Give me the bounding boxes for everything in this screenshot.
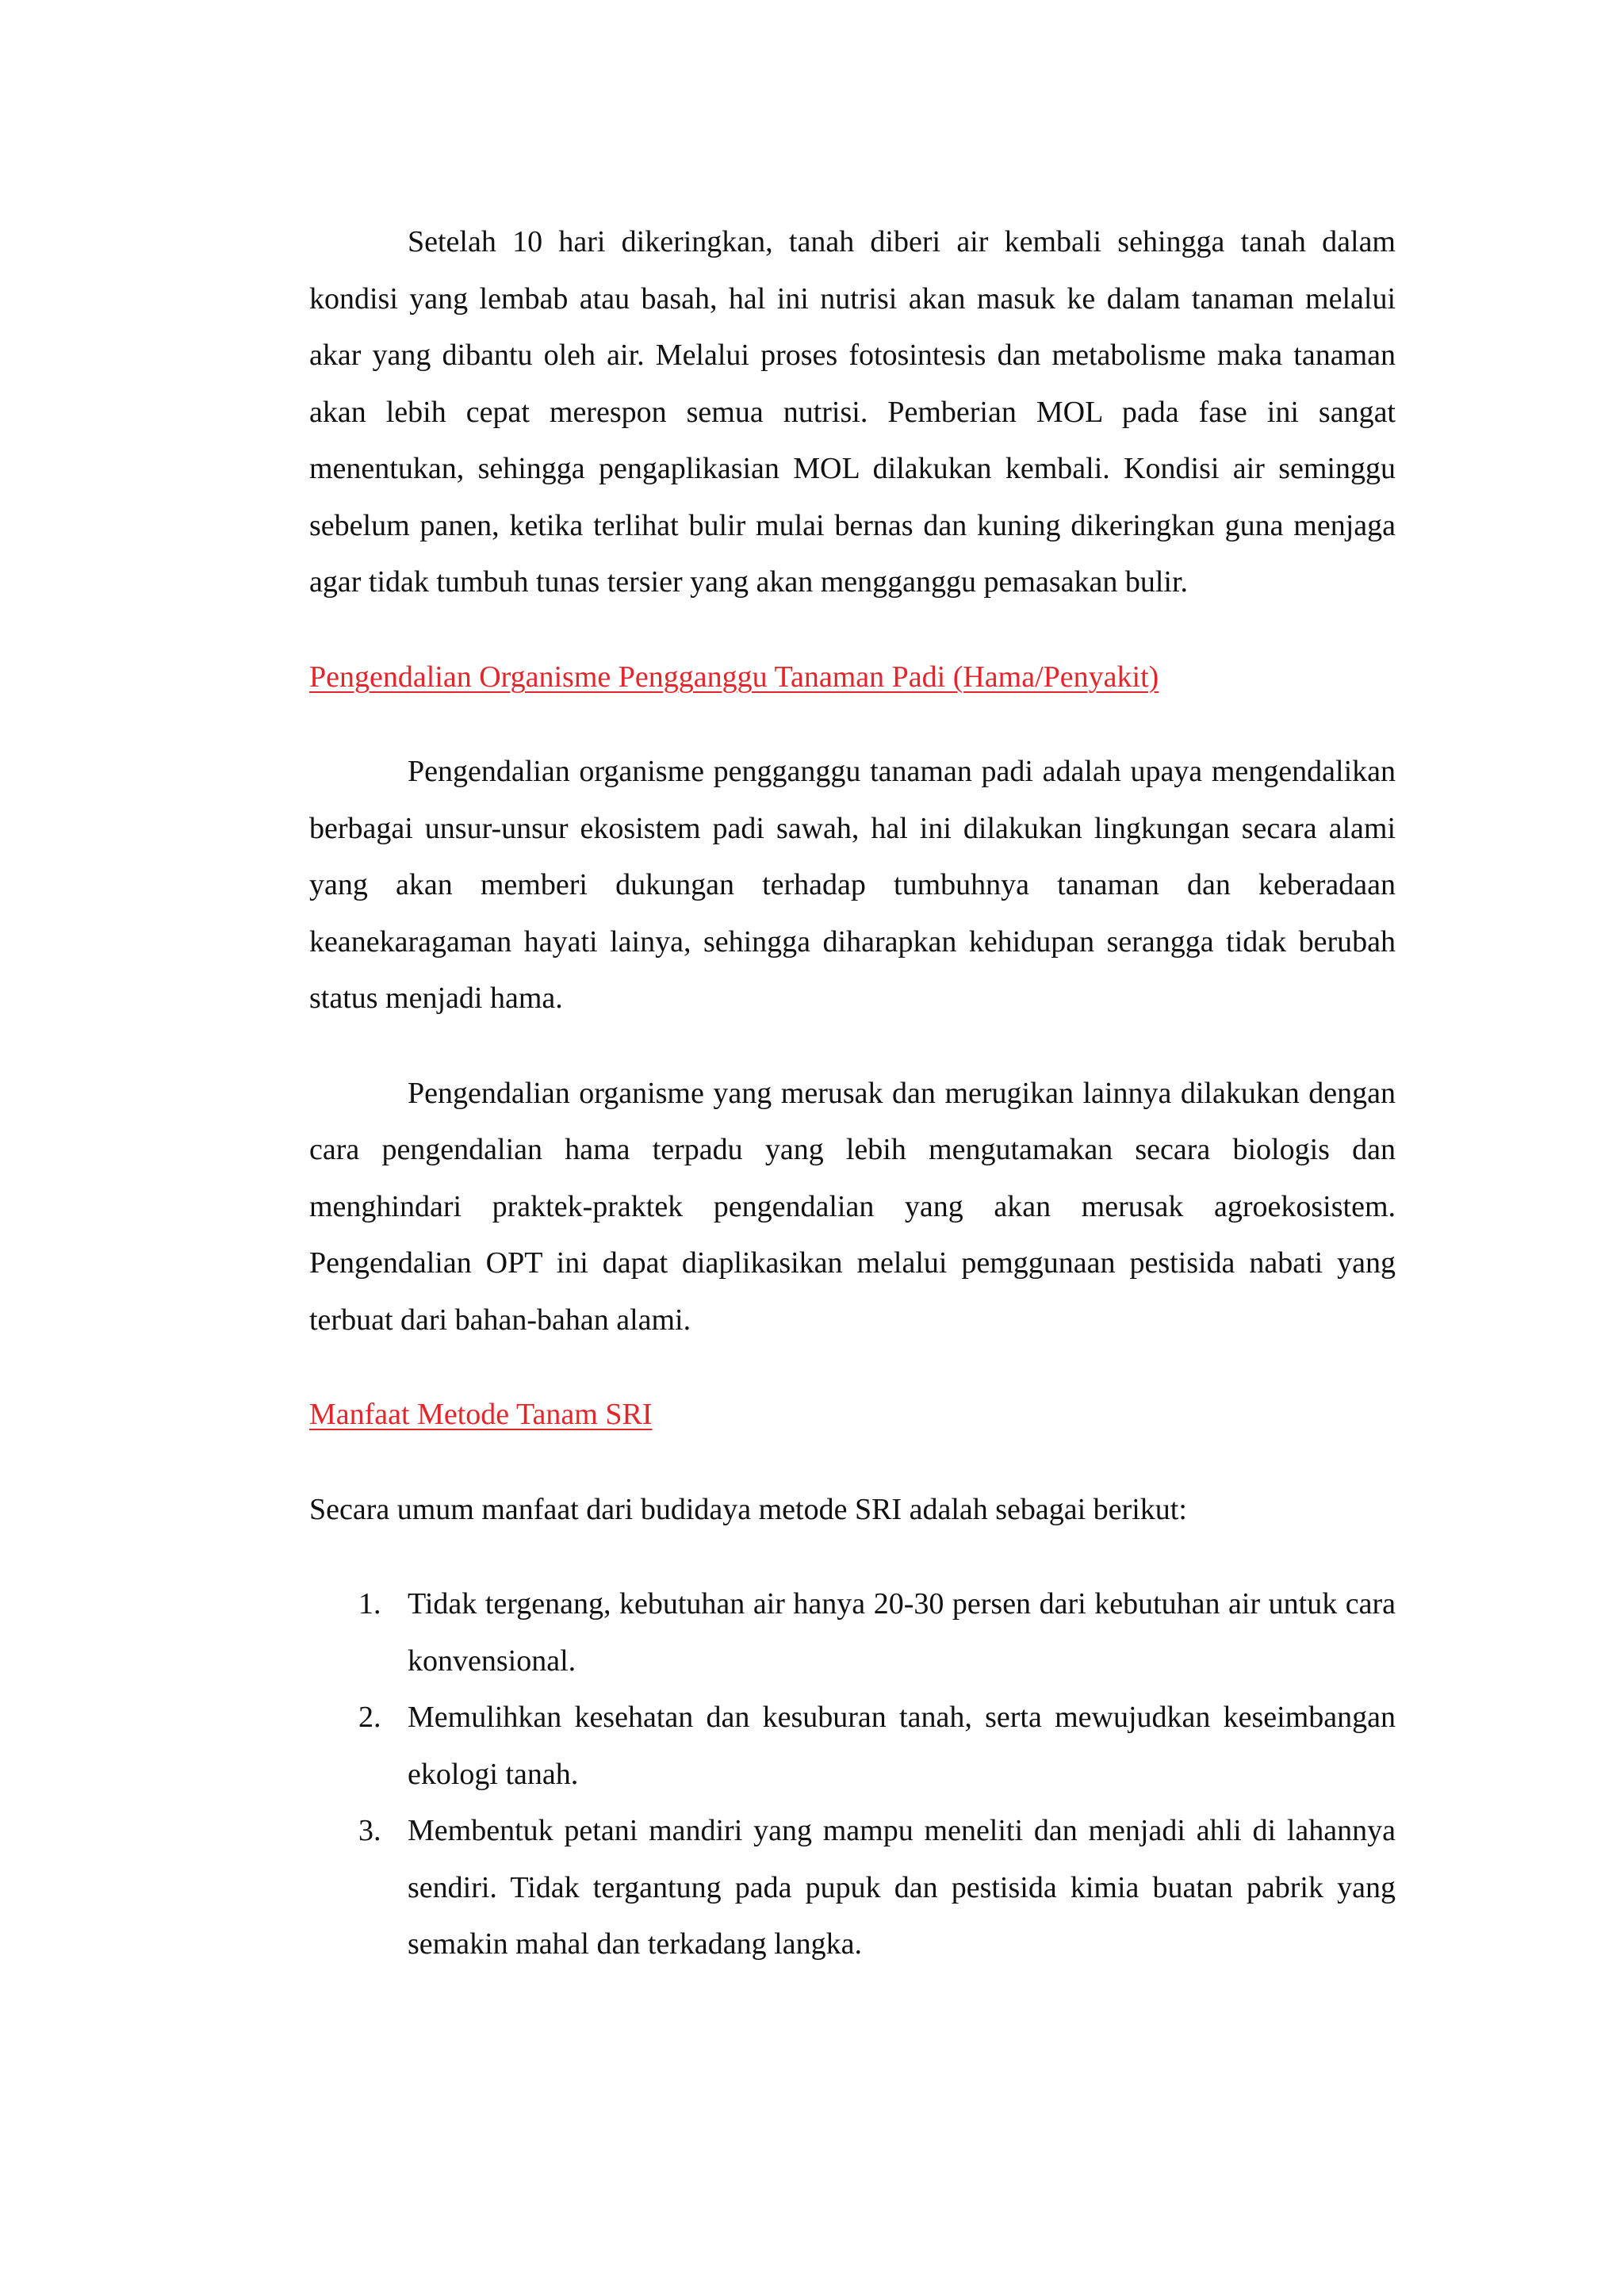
heading-sri-benefits: Manfaat Metode Tanam SRI <box>309 1398 653 1431</box>
paragraph-integrated-pest-management: Pengendalian organisme yang merusak dan merugikan lainnya dilakukan dengan cara pengendalian hama terpadu yang lebih mengutamakan secara biologis dan menghindari praktek-praktek pengendalian yang akan merusak agroekosistem. Pengendalian OPT ini dapat diaplikasikan melalui pemggunaan pestisida nabati yang terbuat dari bahan-bahan alami. <box>309 1076 1396 1337</box>
list-item-number: 2. <box>358 1701 381 1734</box>
list-item <box>309 1689 1396 1803</box>
spacer <box>309 611 1396 649</box>
paragraph-drying-phase: Setelah 10 hari dikeringkan, tanah diberi air kembali sehingga tanah dalam kondisi yang lembab atau basah, hal ini nutrisi akan masuk ke dalam tanaman melalui akar yang dibantu oleh air. Melalui proses fotosintesis dan metabolisme maka tanaman akan lebih cepat merespon semua nutrisi. Pemberian MOL pada fase ini sangat menentukan, sehingga pengaplikasian MOL dilakukan kembali. Kondisi air seminggu sebelum panen, ketika terlihat bulir mulai bernas dan kuning dikeringkan guna menjaga agar tidak tumbuh tunas tersier yang akan mengganggu pemasakan bulir. <box>309 225 1396 599</box>
spacer <box>309 1444 1396 1482</box>
spacer <box>309 1027 1396 1066</box>
list-item-text: Membentuk petani mandiri yang mampu meneliti dan menjadi ahli di lahannya sendiri. Tidak tergantung pada pupuk dan pestisida kimia buatan pabrik yang semakin mahal dan terkadang langka. <box>408 1814 1396 1961</box>
list-item-text: Memulihkan kesehatan dan kesuburan tanah, serta mewujudkan keseimbangan ekologi tanah. <box>408 1701 1396 1791</box>
document-page <box>309 214 1396 1973</box>
heading-pest-control: Pengendalian Organisme Pengganggu Tanaman Padi (Hama/Penyakit) <box>309 660 1159 694</box>
list-item <box>309 1576 1396 1689</box>
list-item-number: 3. <box>358 1814 381 1847</box>
paragraph-benefits-intro: Secara umum manfaat dari budidaya metode SRI adalah sebagai berikut: <box>309 1492 1187 1526</box>
spacer <box>309 706 1396 744</box>
spacer <box>309 1349 1396 1387</box>
paragraph-pest-control-definition: Pengendalian organisme pengganggu tanaman padi adalah upaya mengendalikan berbagai unsur-unsur ekosistem padi sawah, hal ini dilakukan lingkungan secara alami yang akan memberi dukungan terhadap tumbuhnya tanaman dan keberadaan keanekaragaman hayati lainya, sehingga diharapkan kehidupan serangga tidak berubah status menjadi hama. <box>309 755 1396 1015</box>
spacer <box>309 1538 1396 1576</box>
list-item <box>309 1803 1396 1973</box>
benefits-list <box>309 1576 1396 1973</box>
list-item-text: Tidak tergenang, kebutuhan air hanya 20-30 persen dari kebutuhan air untuk cara konvensional. <box>408 1587 1396 1678</box>
list-item-number: 1. <box>358 1587 381 1621</box>
